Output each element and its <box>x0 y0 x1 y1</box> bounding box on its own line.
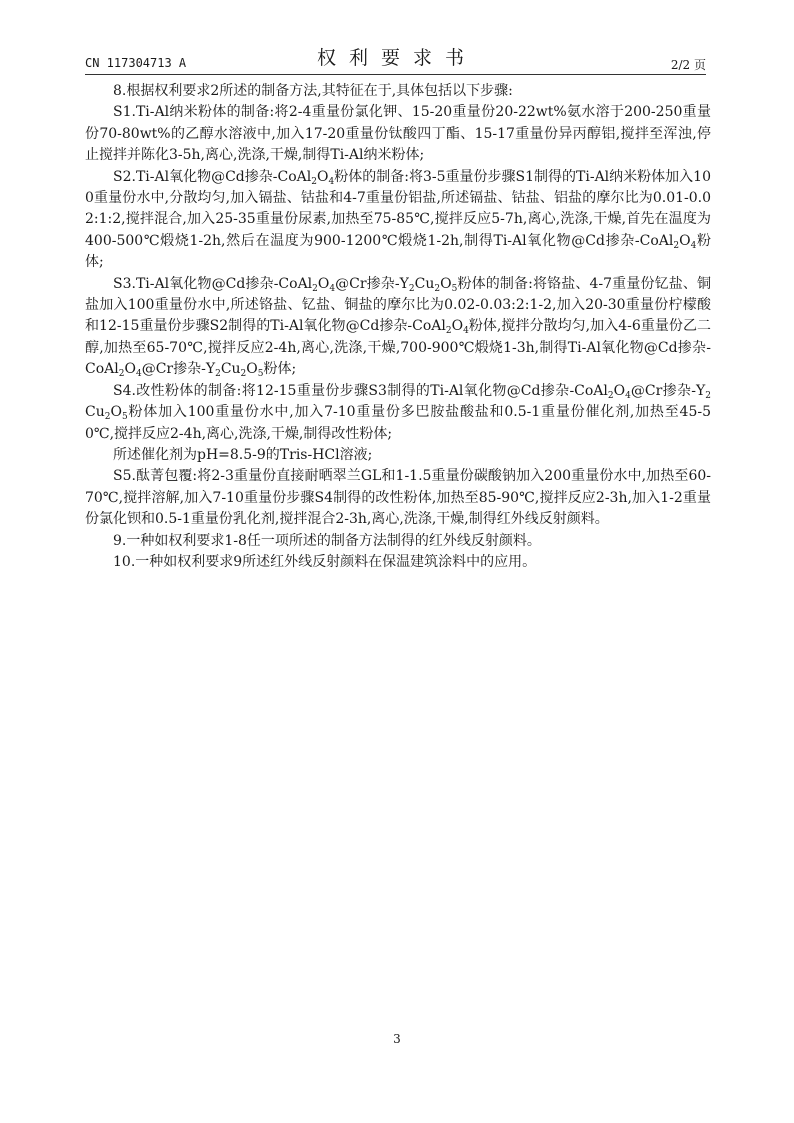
document-title: 权利要求书 <box>316 47 477 69</box>
header-divider <box>85 74 706 75</box>
page-indicator: 2/2 页 <box>670 58 706 72</box>
claims-body <box>85 81 711 573</box>
step-s2: S2.Ti-Al氧化物@Cd掺杂$-CoAl_2O_4$粉体的制备:将3-5重量份步骤S1制得的Ti-Al纳米粉体加入100重量份水中,分散均匀,加入镉盐、钴盐和4-7重量份铝盐,所述镉盐、钴盐、铝盐的摩尔比为0.01-0.02:1:2,搅拌混合,加入25-35重量份尿素,加热至75-85℃,搅拌反应5-7h,离心,洗涤,干燥,首先在温度为400-500℃煅烧1-2h,然后在温度为900-1200℃煅烧1-2h,制得Ti-Al氧化物@Cd掺杂$-CoAl_2O_4$粉体; <box>85 168 712 271</box>
claim-10: 10.一种如权利要求9所述红外线反射颜料在保温建筑涂料中的应用。 <box>113 553 537 570</box>
catalyst-note: 所述催化剂为pH=8.5-9的Tris-HCl溶液; <box>113 446 373 463</box>
step-s5: S5.酞菁包覆:将2-3重量份直接耐晒翠兰GL和1-1.5重量份碳酸钠加入200重量份水中,加热至60-70℃,搅拌溶解,加入7-10重量份步骤S4制得的改性粉体,加热至85-90℃,搅拌反应2-3h,加入1-2重量份氯化钡和0.5-1重量份乳化剂,搅拌混合2-3h,离心,洗涤,干燥,制得红外线反射颜料。 <box>85 468 711 528</box>
claim-8-intro: 8.根据权利要求2所述的制备方法,其特征在于,具体包括以下步骤: <box>113 83 513 99</box>
patent-number: CN 117304713 A <box>85 56 187 70</box>
page-header <box>0 0 794 75</box>
step-s4: S4.改性粉体的制备:将12-15重量份步骤S3制得的Ti-Al氧化物@Cd掺杂$-CoAl_2O_4@Cr$掺杂$-Y_2Cu_2O_5$粉体加入100重量份水中,加入7-10重量份多巴胺盐酸盐和0.5-1重量份催化剂,加热至45-50℃,搅拌反应2-4h,离心,洗涤,干燥,制得改性粉体; <box>85 382 711 442</box>
step-s3: S3.Ti-Al氧化物@Cd掺杂$-CoAl_2O_4@Cr$掺杂$-Y_2Cu_2O_5$粉体的制备:将铬盐、4-7重量份钇盐、铜盐加入100重量份水中,所述铬盐、钇盐、铜盐的摩尔比为0.02-0.03:2:1-2,加入20-30重量份柠檬酸和12-15重量份步骤S2制得的Ti-Al氧化物@Cd掺杂$-CoAl_2O_4$粉体,搅拌分散均匀,加入4-6重量份乙二醇,加热至65-70℃,搅拌反应2-4h,离心,洗涤,干燥,700-900℃煅烧1-3h,制得Ti-Al氧化物@Cd掺杂$-CoAl_2O_4@Cr$掺杂$-Y_2Cu_2O_5$粉体; <box>85 275 711 380</box>
step-s1: S1.Ti-Al纳米粉体的制备:将2-4重量份氯化钾、15-20重量份20-22wt%氨水溶于200-250重量份70-80wt%的乙醇水溶液中,加入17-20重量份钛酸四丁酯、15-17重量份异丙醇铝,搅拌至浑浊,停止搅拌并陈化3-5h,离心,洗涤,干燥,制得Ti-Al纳米粉体; <box>85 104 711 164</box>
page-number: 3 <box>393 1032 401 1046</box>
claim-9: 9.一种如权利要求1-8任一项所述的制备方法制得的红外线反射颜料。 <box>113 532 541 549</box>
